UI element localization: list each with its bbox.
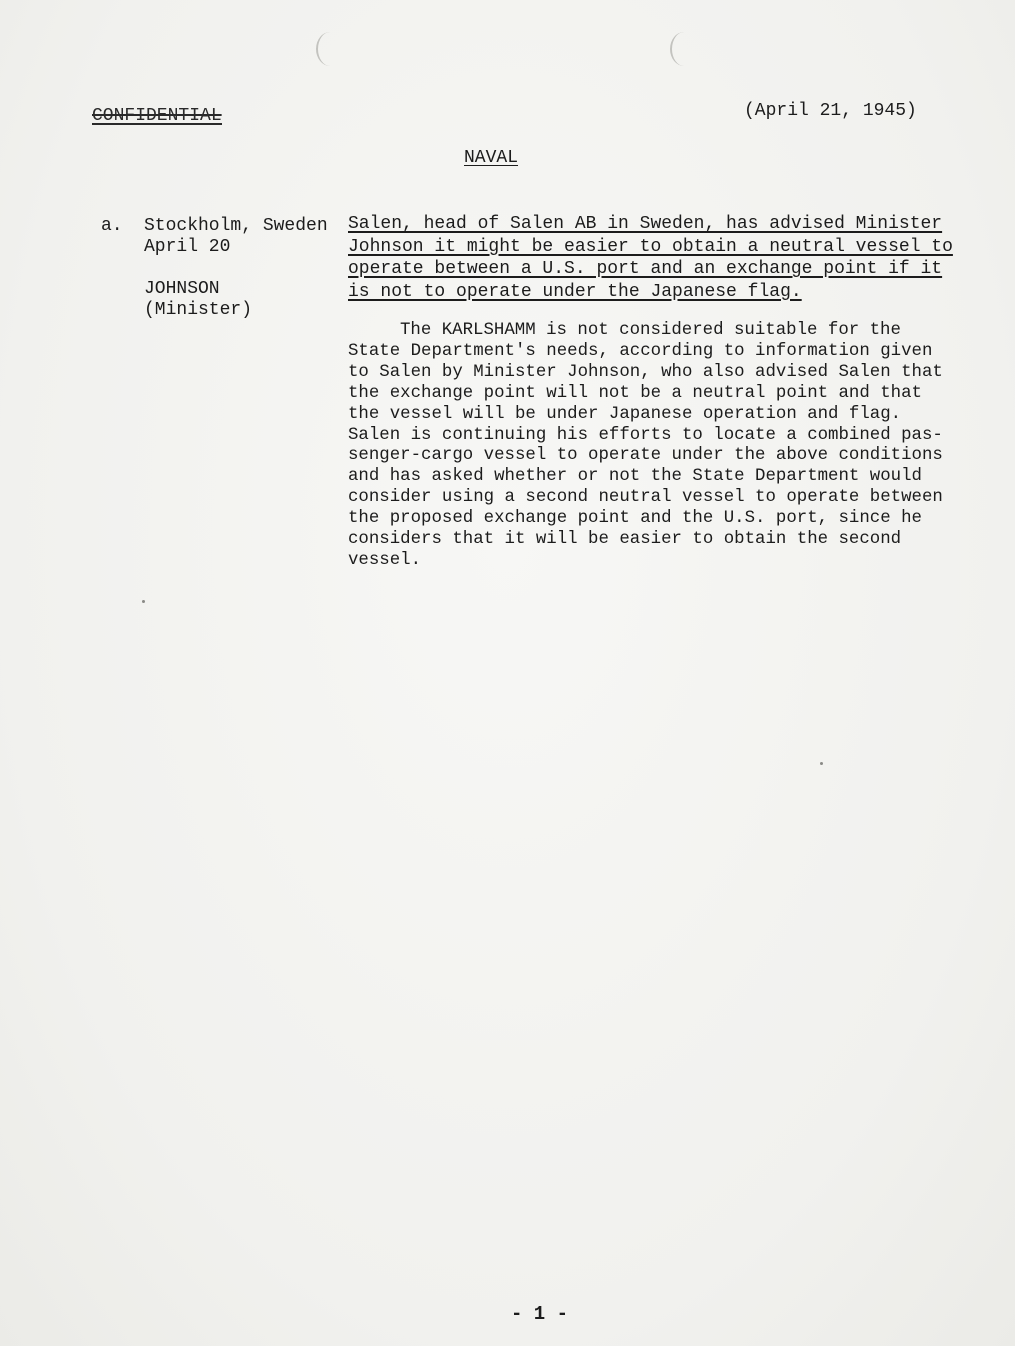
origin-place: Stockholm, Sweden (144, 216, 328, 236)
summary-line: Salen, head of Salen AB in Sweden, has advised Minister (348, 214, 943, 234)
entry-summary (348, 213, 958, 303)
entry-origin (144, 216, 334, 321)
summary-line: Johnson it might be easier to obtain a neutral vessel to (348, 236, 953, 257)
page-number: - 1 - (511, 1303, 569, 1325)
body-line: Salen is continuing his efforts to locate a combined pas- (348, 425, 943, 445)
origin-date: April 20 (144, 237, 231, 257)
document-date: (April 21, 1945) (744, 101, 917, 121)
body-line: the vessel will be under Japanese operation and flag. (348, 404, 902, 424)
summary-line: is not to operate under the Japanese flag. (348, 281, 802, 302)
body-line: and has asked whether or not the State Department would (348, 467, 922, 487)
body-line: the proposed exchange point and the U.S. port, since he (348, 509, 922, 529)
body-line: The KARLSHAMM is not considered suitable for the (400, 321, 901, 340)
classification-marking: CONFIDENTIAL (92, 106, 222, 126)
author-title: (Minister) (144, 300, 253, 320)
body-line: to Salen by Minister Johnson, who also advised Salen that (348, 362, 943, 382)
body-line: senger-cargo vessel to operate under the above conditions (348, 446, 943, 466)
body-line: considers that it will be easier to obtain the second (348, 530, 902, 550)
author-name: JOHNSON (144, 279, 220, 299)
body-line: vessel. (348, 550, 422, 570)
punch-hole-mark (316, 32, 344, 66)
spacer (144, 258, 334, 279)
paper-speck (142, 600, 145, 603)
summary-line: operate between a U.S. port and an exchange point if it (348, 259, 943, 279)
body-line: the exchange point will not be a neutral point and that (348, 383, 922, 403)
punch-hole-mark (670, 32, 698, 66)
paper-speck (820, 762, 823, 765)
body-line: consider using a second neutral vessel to operate between (348, 488, 943, 508)
item-letter: a. (101, 216, 123, 236)
section-heading: NAVAL (464, 148, 519, 168)
body-line: State Department's needs, according to information given (348, 341, 933, 361)
entry-body (348, 321, 968, 572)
